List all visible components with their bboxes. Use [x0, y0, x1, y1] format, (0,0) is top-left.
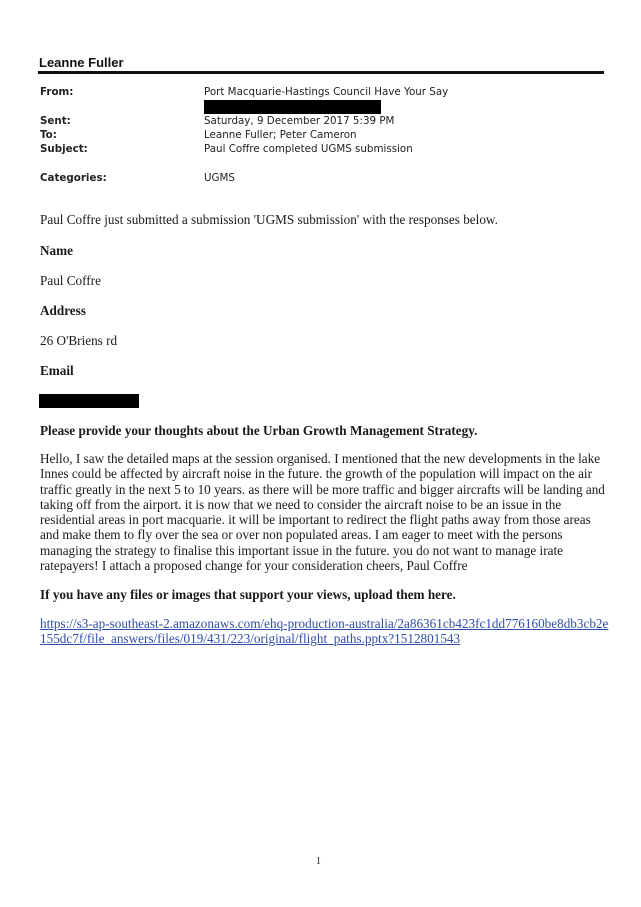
name-value: Paul Coffre: [40, 273, 101, 288]
redacted-sender-email: [204, 100, 381, 114]
name-heading: Name: [40, 243, 73, 258]
from-label: From:: [40, 86, 74, 98]
sent-label: Sent:: [40, 115, 71, 127]
subject-label: Subject:: [40, 143, 88, 155]
attachment-link[interactable]: https://s3-ap-southeast-2.amazonaws.com/ehq-production-australia/2a86361cb423fc1dd776160be8db3cb2e155dc7f/file_answers/files/019/431/223/original/flight_paths.pptx?1512801543: [40, 616, 609, 647]
sent-value: Saturday, 9 December 2017 5:39 PM: [204, 115, 395, 127]
redacted-email-value: [39, 394, 139, 408]
from-value: Port Macquarie-Hastings Council Have Your Say: [204, 86, 449, 98]
to-label: To:: [40, 129, 57, 141]
files-question: If you have any files or images that support your views, upload them here.: [40, 587, 456, 602]
email-heading: Email: [40, 363, 74, 378]
address-heading: Address: [40, 303, 86, 318]
page-number: 1: [316, 856, 321, 867]
subject-value: Paul Coffre completed UGMS submission: [204, 143, 413, 155]
submission-intro: Paul Coffre just submitted a submission 'UGMS submission' with the responses below.: [40, 212, 498, 227]
header-divider: [38, 71, 604, 74]
thoughts-question: Please provide your thoughts about the Urban Growth Management Strategy.: [40, 423, 478, 438]
address-value: 26 O'Briens rd: [40, 333, 118, 348]
to-value: Leanne Fuller; Peter Cameron: [204, 129, 357, 141]
categories-value: UGMS: [204, 172, 235, 184]
categories-label: Categories:: [40, 172, 107, 184]
sender-name: Leanne Fuller: [39, 55, 124, 70]
thoughts-answer: Hello, I saw the detailed maps at the session organised. I mentioned that the new developments in the lake Innes could be affected by aircraft noise in the future. the growth of the population will impact on the air traffic greatly in the next 5 to 10 years. as there will be more traffic and bigger aircrafts will be landing and taking off from the airport. it is now that we need to consider the aircraft noise to be an issue in the residential areas in port macquarie. it will be important to redirect the flight paths away from those areas and make them to fly over the sea or over non populated areas. I am eager to meet with the persons managing the strategy to finalise this important issue in the future. you do not want to manage irate ratepayers! I attach a proposed change for your consideration cheers, Paul Coffre: [40, 451, 605, 574]
